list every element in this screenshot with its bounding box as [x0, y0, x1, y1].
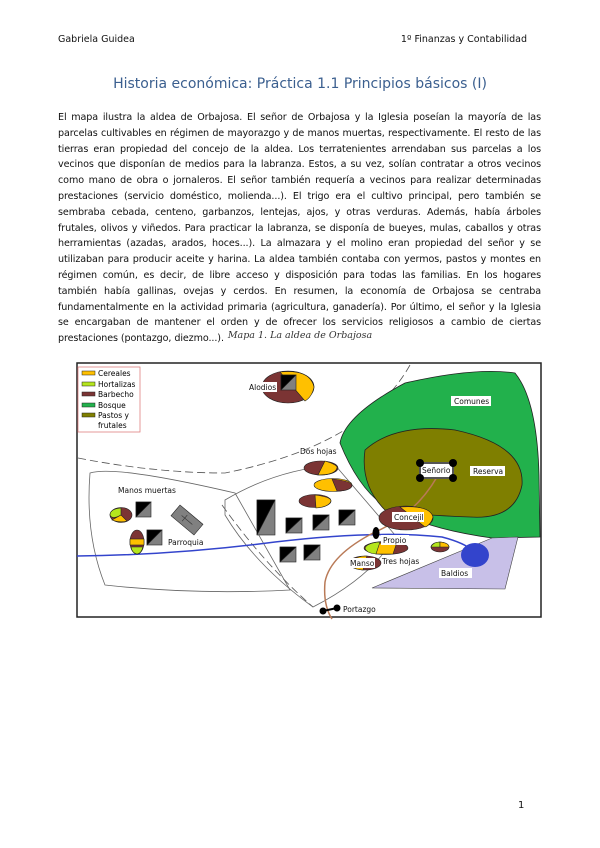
page-title: Historia económica: Práctica 1.1 Principios básicos (I): [113, 76, 487, 92]
pond: [461, 543, 489, 567]
map-legend: [78, 367, 140, 432]
label-senorio: Señorio: [422, 466, 451, 475]
label-concejil: Concejil: [394, 513, 424, 522]
label-alodios: Alodios: [249, 383, 277, 392]
village-map: [75, 355, 545, 620]
header-course: 1º Finanzas y Contabilidad: [400, 34, 527, 45]
legend-cereales: Cereales: [98, 369, 131, 378]
page-number: 1: [518, 800, 525, 811]
label-propio: Propio: [383, 536, 407, 545]
label-manso: Manso: [350, 559, 375, 568]
label-portazgo: Portazgo: [343, 605, 376, 614]
label-tres-hojas: Tres hojas: [382, 557, 420, 566]
label-comunes: Comunes: [454, 397, 490, 406]
header-author: Gabriela Guidea: [58, 34, 135, 45]
legend-hortalizas: Hortalizas: [98, 380, 136, 389]
legend-pastos: Pastos y: [98, 411, 129, 420]
legend-bosque: Bosque: [98, 401, 126, 410]
map-caption: Mapa 1. La aldea de Orbajosa: [227, 330, 373, 341]
legend-barbecho: Barbecho: [98, 390, 134, 399]
label-manos-muertas: Manos muertas: [118, 486, 176, 495]
label-parroquia: Parroquia: [168, 538, 204, 547]
label-reserva: Reserva: [473, 467, 504, 476]
label-dos-hojas: Dos hojas: [300, 447, 337, 456]
label-baldios: Baldios: [441, 569, 469, 578]
legend-frutales: frutales: [98, 421, 127, 430]
body-paragraph: El mapa ilustra la aldea de Orbajosa. El señor de Orbajosa y la Iglesia poseían la mayoría de las parcelas cultivables en régimen de mayorazgo y de manos muertas, respectivamente. El resto de las tierras eran propiedad del concejo de la aldea. Los terratenientes arrendaban sus parcelas a los vecinos que disponían de medios para la labranza. Estos, a su vez, solían contratar a otros vecinos como mano de obra o jornaleros. El señor también requería a vecinos para realizar determinadas prestaciones (servicio doméstico, molienda...). El trigo era el cultivo principal, pero también se sembraba cebada, centeno, garbanzos, lentejas, ajos, y otras verduras. Además, había árboles frutales, olivos y viñedos. Para practicar la labranza, se disponía de bueyes, mulas, caballos y otras herramientas (azadas, arados, hoces...). La almazara y el molino eran propiedad del señor y se utilizaban para producir aceite y harina. La aldea también contaba con yermos, pastos y montes en régimen común, es decir, de libre acceso y disposición para todas las familias. En los hogares también había gallinas, ovejas y cerdos. En resumen, la economía de Orbajosa se centraba fundamentalmente en la actividad primaria (agricultura, ganadería). Por último, el señor y la Iglesia se encargaban de mantener el orden y de ofrecer los servicios religiosos a cambio de ciertas prestaciones (pontazgo, diezmo...).: [58, 112, 541, 345]
